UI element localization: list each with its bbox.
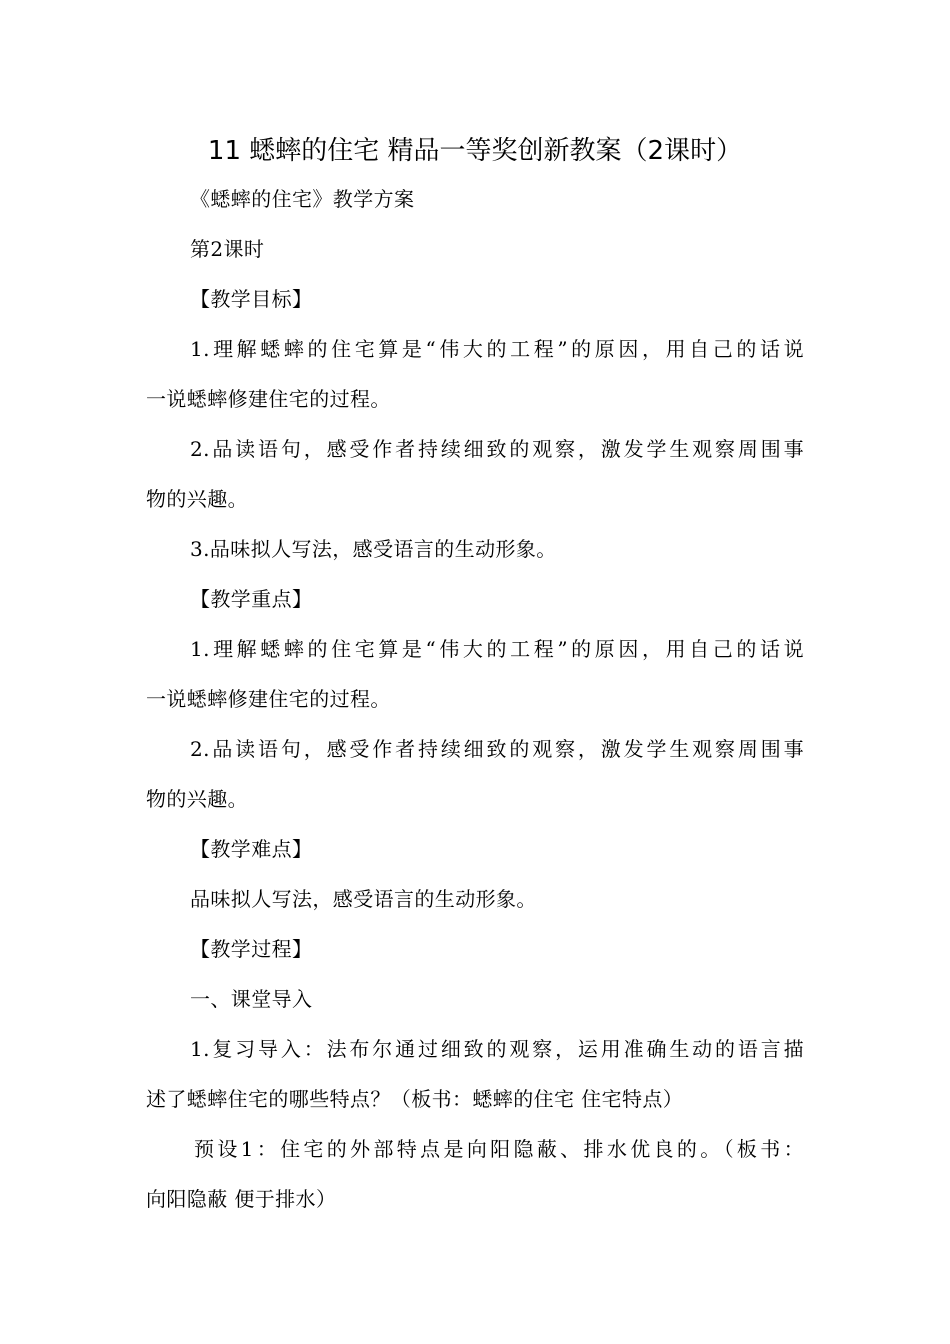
process-heading: 【教学过程】 [190, 937, 313, 961]
plan-title: 《蟋蟀的住宅》教学方案 [190, 187, 415, 211]
goal-3: 3.品味拟人写法，感受语言的生动形象。 [190, 537, 557, 561]
difficulty-heading: 【教学难点】 [190, 837, 313, 861]
key-2-line-2: 物的兴趣。 [146, 787, 248, 811]
lesson-label: 第2课时 [190, 237, 265, 261]
goals-heading: 【教学目标】 [190, 287, 313, 311]
key-1-line-1: 1.理解蟋蟀的住宅算是“伟大的工程”的原因，用自己的话说 [190, 637, 804, 661]
goal-2-line-2: 物的兴趣。 [146, 487, 248, 511]
intro-line-1: 1.复习导入：法布尔通过细致的观察，运用准确生动的语言描 [190, 1037, 804, 1061]
intro-line-2: 述了蟋蟀住宅的哪些特点？（板书：蟋蟀的住宅 住宅特点） [146, 1087, 684, 1111]
preset-line-2: 向阳隐蔽 便于排水） [146, 1187, 337, 1211]
document-title: 11 蟋蟀的住宅 精品一等奖创新教案（2课时） [207, 136, 743, 166]
key-2-line-1: 2.品读语句，感受作者持续细致的观察，激发学生观察周围事 [190, 737, 804, 761]
difficulty-1: 品味拟人写法，感受语言的生动形象。 [190, 887, 537, 911]
key-points-heading: 【教学重点】 [190, 587, 313, 611]
key-1-line-2: 一说蟋蟀修建住宅的过程。 [146, 687, 391, 711]
goal-1-line-1: 1.理解蟋蟀的住宅算是“伟大的工程”的原因，用自己的话说 [190, 337, 804, 361]
goal-1-line-2: 一说蟋蟀修建住宅的过程。 [146, 387, 391, 411]
preset-line-1: 预设1：住宅的外部特点是向阳隐蔽、排水优良的。（板书： [194, 1137, 804, 1161]
section-1-heading: 一、课堂导入 [190, 987, 313, 1011]
goal-2-line-1: 2.品读语句，感受作者持续细致的观察，激发学生观察周围事 [190, 437, 804, 461]
